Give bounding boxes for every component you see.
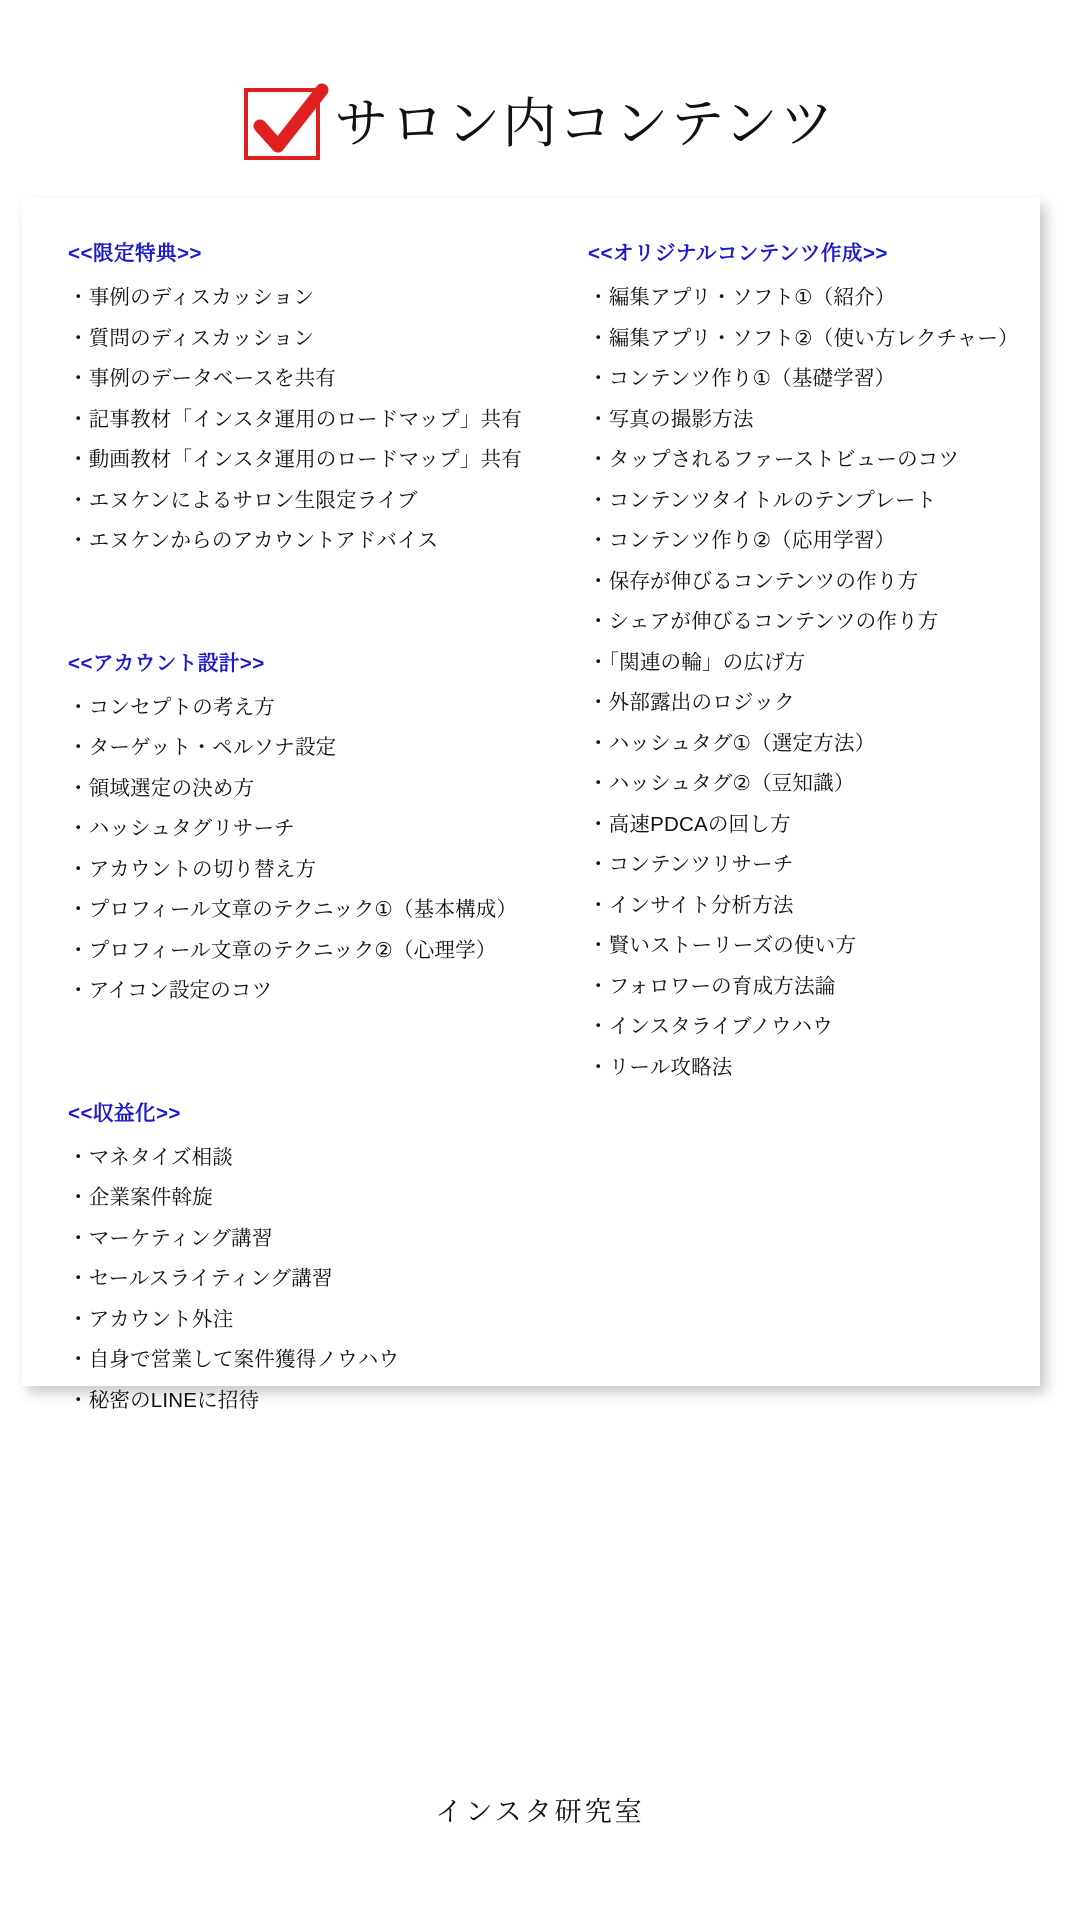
list-item: ・コンセプトの考え方: [68, 695, 275, 719]
list-item: ・リール攻略法: [588, 1055, 733, 1079]
section-original-content-creation: [588, 236, 1018, 1078]
list-item: ・インスタライブノウハウ: [588, 1015, 833, 1038]
section-item-list: [588, 288, 1018, 1078]
list-item: ・企業案件斡旋: [68, 1186, 213, 1209]
list-item: ・コンテンツ作り②（応用学習）: [588, 529, 896, 552]
list-item: ・保存が伸びるコンテンツの作り方: [588, 569, 919, 593]
list-item: ・アカウントの切り替え方: [68, 857, 317, 881]
section-spacer: [68, 572, 498, 646]
list-item: ・質問のディスカッション: [68, 326, 315, 350]
list-item: ・ハッシュタグリサーチ: [68, 817, 295, 840]
list-item: ・コンテンツリサーチ: [588, 853, 794, 876]
section-account-design: [68, 646, 518, 1002]
list-item: ・編集アプリ・ソフト①（紹介）: [588, 286, 896, 309]
list-item: ・タップされるファーストビューのコツ: [588, 448, 960, 471]
list-item: ・インサイト分析方法: [588, 893, 794, 917]
list-item: ・編集アプリ・ソフト②（使い方レクチャー）: [588, 326, 1019, 350]
list-item: ・シェアが伸びるコンテンツの作り方: [588, 610, 939, 633]
footer-brand: インスタ研究室: [435, 1797, 645, 1827]
list-item: ・コンテンツタイトルのテンプレート: [588, 488, 937, 512]
section-monetization: [68, 1096, 498, 1412]
list-item: ・動画教材「インスタ運用のロードマップ」共有: [68, 448, 522, 471]
list-item: ・エヌケンからのアカウントアドバイス: [68, 529, 439, 552]
list-item: ・ハッシュタグ②（豆知識）: [588, 772, 855, 795]
list-item: ・マーケティング講習: [68, 1226, 273, 1250]
list-item: ・写真の撮影方法: [588, 407, 754, 431]
list-item: ・フォロワーの育成方法論: [588, 974, 836, 998]
list-item: ・記事教材「インスタ運用のロードマップ」共有: [68, 407, 522, 431]
red-check-box-icon: [244, 88, 320, 160]
list-item: ・領域選定の決め方: [68, 776, 255, 800]
section-item-list: [68, 1145, 498, 1412]
list-item: ・コンテンツ作り①（基礎学習）: [588, 367, 896, 390]
left-column: [68, 236, 522, 1431]
section-heading: <<限定特典>>: [68, 242, 202, 265]
list-item: ・高速PDCAの回し方: [588, 812, 791, 836]
list-item: ・プロフィール文章のテクニック②（心理学）: [68, 938, 497, 962]
list-item: ・アイコン設定のコツ: [68, 979, 273, 1002]
right-column: [588, 236, 1018, 1098]
list-item: ・ハッシュタグ①（選定方法）: [588, 731, 876, 755]
list-item: ・セールスライティング講習: [68, 1267, 333, 1290]
list-item: ・ターゲット・ペルソナ設定: [68, 736, 337, 759]
list-item: ・自身で営業して案件獲得ノウハウ: [68, 1348, 400, 1371]
list-item: ・マネタイズ相談: [68, 1145, 233, 1169]
content-card: [22, 198, 1040, 1412]
list-item: ・秘密のLINEに招待: [68, 1388, 260, 1412]
page-header: [0, 88, 1080, 160]
list-item: ・事例のデータベースを共有: [68, 367, 337, 390]
section-item-list: [68, 286, 522, 552]
list-item: ・「関連の輪」の広げ方: [588, 650, 806, 674]
section-heading: <<オリジナルコンテンツ作成>>: [588, 242, 888, 265]
list-item: ・プロフィール文章のテクニック①（基本構成）: [68, 898, 518, 921]
section-item-list: [68, 695, 518, 1002]
card-columns: [22, 198, 1040, 1412]
section-limited-benefits: [68, 236, 522, 552]
list-item: ・エヌケンによるサロン生限定ライブ: [68, 488, 418, 512]
list-item: ・アカウント外注: [68, 1307, 234, 1331]
list-item: ・外部露出のロジック: [588, 691, 795, 714]
list-item: ・賢いストーリーズの使い方: [588, 934, 857, 957]
section-heading: <<収益化>>: [68, 1101, 181, 1125]
section-heading: <<アカウント設計>>: [68, 651, 265, 675]
list-item: ・事例のディスカッション: [68, 286, 315, 309]
page-title: サロン内コンテンツ: [334, 94, 836, 154]
section-spacer: [68, 1022, 498, 1096]
